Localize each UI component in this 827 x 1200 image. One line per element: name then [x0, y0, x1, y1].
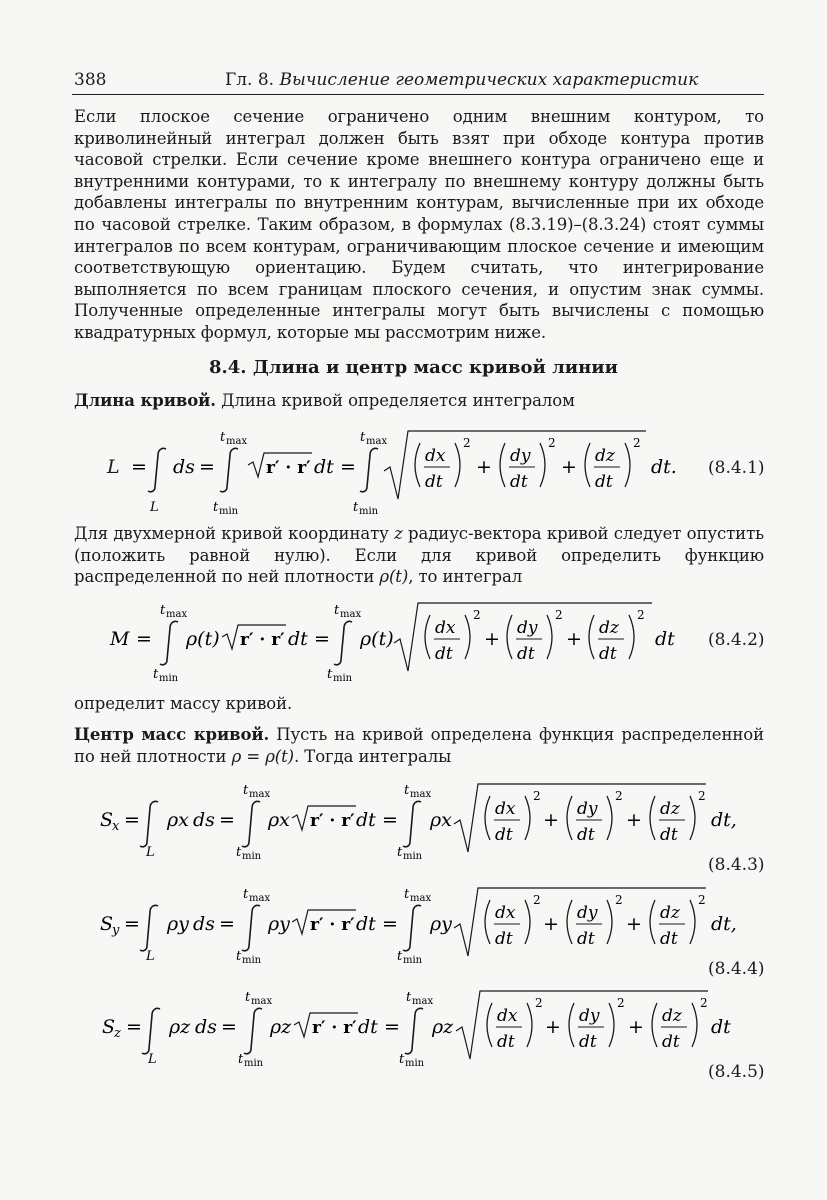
dt: dt, [711, 913, 737, 935]
plus: + [543, 913, 559, 935]
t-min: t [238, 1052, 244, 1067]
plus: + [628, 1016, 644, 1038]
lower-L: L [150, 500, 159, 515]
rho-y: ρy [268, 913, 290, 935]
r-dot-r: r′ · r′ [266, 458, 311, 478]
integral-sign [148, 448, 166, 491]
min-sub: min [359, 506, 379, 515]
square: 2 [535, 996, 543, 1010]
integral-sign [360, 448, 378, 491]
dy: dy [510, 446, 531, 466]
eq-number-8-4-4: (8.4.4) [708, 959, 765, 979]
dt: dt [577, 825, 595, 845]
dx: dx [495, 799, 516, 819]
integral-sign [220, 448, 238, 491]
symbol-S: S [102, 1016, 116, 1038]
eq-sign: = [219, 913, 235, 935]
integral-sign [160, 621, 178, 664]
dy: dy [579, 1006, 600, 1026]
dt: dt [577, 929, 595, 949]
eq-sign: = [219, 809, 235, 831]
integral-sign [405, 1008, 423, 1053]
eq-sign: = [124, 809, 140, 831]
dt: dt [660, 825, 678, 845]
t-min: t [399, 1052, 405, 1067]
plus: + [626, 913, 642, 935]
dt: dt [510, 472, 528, 492]
dt: dt [495, 825, 513, 845]
integral-sign [140, 801, 158, 846]
t-max: t [160, 603, 166, 618]
section-title: 8.4. Длина и центр масс кривой линии [208, 357, 619, 378]
dz: dz [660, 799, 680, 819]
length-text: Длина кривой определяется интегралом [221, 391, 575, 410]
t-min: t [236, 949, 242, 964]
t-min: t [397, 949, 403, 964]
square: 2 [533, 893, 541, 907]
eq-sign: = [314, 628, 330, 650]
symbol-S: S [100, 913, 114, 935]
eq-sign: = [131, 456, 147, 478]
min-sub: min [403, 955, 423, 964]
eq-number-8-4-1: (8.4.1) [708, 458, 765, 478]
dt: dt [711, 1016, 731, 1038]
min-sub: min [242, 851, 262, 860]
mass-paragraph [74, 523, 764, 588]
eq-number-8-4-2: (8.4.2) [708, 630, 765, 650]
rho-t: ρ(t) [186, 628, 220, 650]
t-max: t [243, 887, 249, 902]
min-sub: min [405, 1058, 425, 1067]
t-min: t [327, 667, 333, 682]
formula-8-4-5 [0, 987, 827, 1087]
dx: dx [435, 618, 456, 638]
eq-sign: = [126, 1016, 142, 1038]
dx: dx [497, 1006, 518, 1026]
dt: dt [288, 628, 308, 650]
eq-sign: = [384, 1016, 400, 1038]
formula-8-4-5-svg [0, 987, 827, 1067]
t-min: t [213, 500, 219, 515]
rho-z: ρz [169, 1016, 191, 1038]
plus: + [543, 809, 559, 831]
eq-sign: = [340, 456, 356, 478]
max-sub: max [412, 996, 434, 1007]
ds: ds [193, 809, 215, 831]
integral-sign [242, 905, 260, 950]
r-dot-r: r′ · r′ [310, 811, 355, 831]
mass-conclusion: определит массу кривой. [74, 694, 293, 713]
plus: + [561, 456, 577, 478]
rho-eq: ρ = ρ(t) [231, 746, 294, 766]
max-sub: max [226, 436, 248, 447]
square: 2 [548, 436, 556, 450]
formula-8-4-1-svg [0, 425, 827, 515]
max-sub: max [340, 609, 362, 620]
t-max: t [404, 783, 410, 798]
dz: dz [662, 1006, 682, 1026]
dz: dz [595, 446, 615, 466]
rho-x: ρx [268, 809, 290, 831]
t-max: t [334, 603, 340, 618]
lower-L: L [148, 1052, 157, 1067]
header-rule [72, 94, 764, 95]
t-max: t [243, 783, 249, 798]
dt: dt [595, 472, 613, 492]
integral-sign [142, 1008, 160, 1053]
dt: dt [314, 456, 334, 478]
rho-x: ρx [430, 809, 452, 831]
min-sub: min [403, 851, 423, 860]
dt: dt [425, 472, 443, 492]
t-max: t [245, 990, 251, 1005]
rho-t: ρ(t) [360, 628, 394, 650]
dz: dz [599, 618, 619, 638]
dt: dt [599, 644, 617, 664]
dt: dt [579, 1032, 597, 1052]
running-header [225, 70, 698, 90]
mass-text-3: , то интеграл [408, 567, 523, 587]
max-sub: max [249, 789, 271, 800]
plus: + [484, 628, 500, 650]
plus: + [476, 456, 492, 478]
lower-L: L [146, 949, 155, 964]
square: 2 [700, 996, 708, 1010]
dy: dy [577, 799, 598, 819]
chapter-label: Гл. 8. [225, 70, 275, 90]
t-min: t [397, 845, 403, 860]
center-text-1: Пусть на кривой определена функция распределенной по ней плотности [74, 725, 764, 766]
max-sub: max [410, 893, 432, 904]
eq-number-8-4-3: (8.4.3) [708, 855, 765, 875]
length-paragraph [74, 390, 764, 412]
mass-text-1: Для двухмерной кривой координату [74, 524, 395, 543]
eq-sign: = [124, 913, 140, 935]
plus: + [626, 809, 642, 831]
ds: ds [173, 456, 195, 478]
dt: dt [497, 1032, 515, 1052]
plus: + [566, 628, 582, 650]
max-sub: max [366, 436, 388, 447]
center-text-2: . Тогда интегралы [294, 746, 452, 766]
min-sub: min [159, 673, 179, 684]
dt: dt [660, 929, 678, 949]
dz: dz [660, 903, 680, 923]
max-sub: max [166, 609, 188, 620]
page-number: 388 [74, 70, 107, 90]
dx: dx [425, 446, 446, 466]
integral-sign [244, 1008, 262, 1053]
t-max: t [220, 430, 226, 445]
dt: dt [517, 644, 535, 664]
mass-text-2: радиус-вектора кривой следует опустить (положить равной нулю). Если для кривой определить функцию распределенной по ней плотности [74, 524, 764, 587]
rho-y: ρy [430, 913, 452, 935]
t-min: t [236, 845, 242, 860]
symbol-L: L [107, 456, 120, 478]
r-dot-r: r′ · r′ [310, 915, 355, 935]
min-sub: min [242, 955, 262, 964]
integral-sign [403, 801, 421, 846]
dt: dt [495, 929, 513, 949]
t-min: t [153, 667, 159, 682]
chapter-title: Вычисление геометрических характеристик [279, 70, 699, 90]
integral-sign [403, 905, 421, 950]
eq-sign: = [199, 456, 215, 478]
formula-8-4-3-svg [0, 780, 827, 860]
rho-y: ρy [167, 913, 189, 935]
square: 2 [698, 789, 706, 803]
eq-sign: = [382, 913, 398, 935]
ds: ds [195, 1016, 217, 1038]
eq-sign: = [136, 628, 152, 650]
r-dot-r: r′ · r′ [240, 630, 285, 650]
t-max: t [404, 887, 410, 902]
eq-number-8-4-5: (8.4.5) [708, 1062, 765, 1082]
square: 2 [637, 608, 645, 622]
square: 2 [698, 893, 706, 907]
max-sub: max [249, 893, 271, 904]
t-max: t [360, 430, 366, 445]
square: 2 [615, 893, 623, 907]
dt: dt. [651, 456, 677, 478]
square: 2 [555, 608, 563, 622]
t-min: t [353, 500, 359, 515]
dt: dt, [711, 809, 737, 831]
dt: dt [356, 809, 376, 831]
rho-t: ρ(t) [379, 567, 409, 587]
dt: dt [358, 1016, 378, 1038]
ds: ds [193, 913, 215, 935]
integral-sign [242, 801, 260, 846]
formula-8-4-4 [0, 884, 827, 984]
sub-z: z [114, 1026, 121, 1041]
rho-z: ρz [270, 1016, 292, 1038]
dx: dx [495, 903, 516, 923]
max-sub: max [410, 789, 432, 800]
sub-y: y [112, 923, 120, 938]
t-max: t [406, 990, 412, 1005]
rho-z: ρz [432, 1016, 454, 1038]
formula-8-4-2-svg [0, 600, 827, 685]
square: 2 [617, 996, 625, 1010]
formula-8-4-3 [0, 780, 827, 880]
dy: dy [517, 618, 538, 638]
max-sub: max [251, 996, 273, 1007]
sub-x: x [112, 819, 120, 834]
plus: + [545, 1016, 561, 1038]
formula-8-4-2 [0, 600, 827, 685]
intro-paragraph: Если плоское сечение ограничено одним внешним контуром, то криволинейный интеграл должен быть взят при обходе контура против часовой стрелки. Если сечение кроме внешнего контура ограничено еще и внутренними контурами, то к интегралу по внешнему контуру должны быть добавлены интегралы по внутренним контурам, вычисленные при их обходе по часовой стрелке. Таким образом, в формулах (8.3.19)–(8.3.24) стоят суммы интегралов по всем контурам, ограничивающим плоское сечение и имеющим соответствующую ориентацию. Будем считать, что интегрирование выполняется по всем границам плоского сечения, и опустим знак суммы. Полученные определенные интегралы могут быть вычислены с помощью квадратурных формул, которые мы рассмотрим ниже. [74, 107, 764, 342]
formula-8-4-4-svg [0, 884, 827, 964]
eq-sign: = [221, 1016, 237, 1038]
dt: dt [655, 628, 675, 650]
integral-sign [140, 905, 158, 950]
length-heading: Длина кривой. [74, 391, 216, 410]
square: 2 [633, 436, 641, 450]
min-sub: min [219, 506, 239, 515]
dy: dy [577, 903, 598, 923]
eq-sign: = [382, 809, 398, 831]
symbol-M: M [110, 628, 130, 650]
square: 2 [473, 608, 481, 622]
var-z: z [394, 524, 403, 543]
center-heading: Центр масс кривой. [74, 725, 270, 744]
square: 2 [533, 789, 541, 803]
center-paragraph [74, 724, 764, 767]
min-sub: min [244, 1058, 264, 1067]
rho-x: ρx [167, 809, 189, 831]
formula-8-4-1 [0, 425, 827, 515]
r-dot-r: r′ · r′ [312, 1018, 357, 1038]
symbol-S: S [100, 809, 114, 831]
square: 2 [463, 436, 471, 450]
dt: dt [662, 1032, 680, 1052]
integral-sign [334, 621, 352, 664]
min-sub: min [333, 673, 353, 684]
dt: dt [435, 644, 453, 664]
dt: dt [356, 913, 376, 935]
square: 2 [615, 789, 623, 803]
lower-L: L [146, 845, 155, 860]
